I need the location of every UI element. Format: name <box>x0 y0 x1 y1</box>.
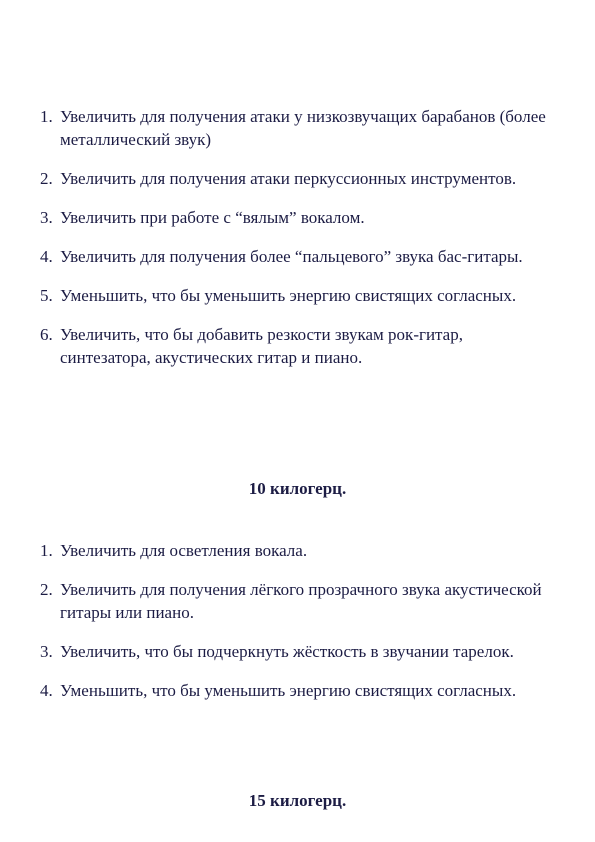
list-item-text: Увеличить при работе с “вялым” вокалом. <box>60 208 365 227</box>
list-item-number: 3. <box>40 208 53 227</box>
list-item <box>40 640 550 663</box>
list-item-text: Увеличить для получения атаки у низкозвучащих барабанов (более металлический звук) <box>60 107 546 149</box>
list-item-number: 6. <box>40 325 53 344</box>
list-item <box>40 539 550 562</box>
list-item <box>40 323 550 369</box>
list-item <box>40 206 550 229</box>
list-item-number: 2. <box>40 169 53 188</box>
list-block-2 <box>40 539 550 702</box>
list-item-text: Увеличить, что бы подчеркнуть жёсткость в звучании тарелок. <box>60 642 514 661</box>
list-item-number: 4. <box>40 681 53 700</box>
list-item-text: Уменьшить, что бы уменьшить энергию свистящих согласных. <box>60 286 517 305</box>
list-item <box>40 105 550 151</box>
list-item <box>40 167 550 190</box>
list-item-text: Уменьшить, что бы уменьшить энергию свистящих согласных. <box>60 681 517 700</box>
list-block-1 <box>40 105 550 369</box>
list-item <box>40 284 550 307</box>
list-item-number: 5. <box>40 286 53 305</box>
section-heading-15khz: 15 килогерц. <box>248 791 347 810</box>
list-item-text: Увеличить для получения более “пальцевого” звука бас-гитары. <box>60 247 523 266</box>
list-item <box>40 245 550 268</box>
list-item-text: Увеличить для осветления вокала. <box>60 541 308 560</box>
list-item-text: Увеличить для получения атаки перкуссионных инструментов. <box>60 169 517 188</box>
list-item-number: 1. <box>40 107 53 126</box>
list-item-number: 1. <box>40 541 53 560</box>
section-heading-10khz: 10 килогерц. <box>248 479 347 498</box>
list-item-text: Увеличить, что бы добавить резкости звукам рок-гитар, синтезатора, акустических гитар и пиано. <box>60 325 463 367</box>
list-item-number: 2. <box>40 580 53 599</box>
list-item <box>40 679 550 702</box>
list-item-number: 4. <box>40 247 53 266</box>
list-item <box>40 578 550 624</box>
list-item-text: Увеличить для получения лёгкого прозрачного звука акустической гитары или пиано. <box>60 580 542 622</box>
list-item-number: 3. <box>40 642 53 661</box>
